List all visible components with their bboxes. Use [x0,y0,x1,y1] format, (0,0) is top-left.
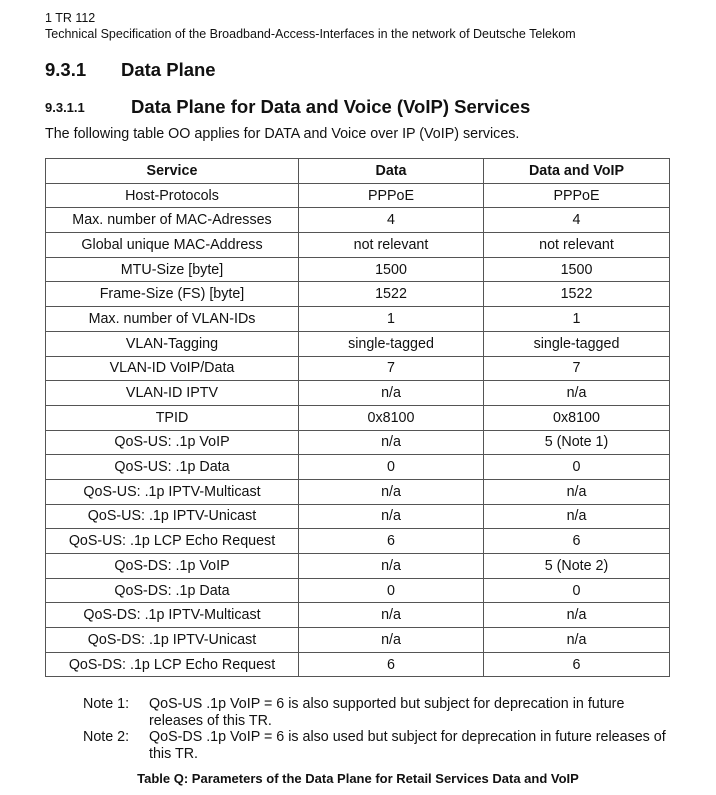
table-row [46,554,670,579]
service-cell: QoS-US: .1p LCP Echo Request [46,529,299,554]
service-cell: Max. number of MAC-Adresses [46,208,299,233]
note-label: Note 2: [83,729,130,745]
service-cell: Global unique MAC-Address [46,233,299,258]
table-row [46,405,670,430]
data-voip-cell: 6 [484,652,670,677]
section-heading [45,58,216,82]
data-cell: 1500 [299,257,484,282]
data-voip-cell: 0x8100 [484,405,670,430]
data-cell: n/a [299,479,484,504]
data-cell: 6 [299,529,484,554]
service-cell: Frame-Size (FS) [byte] [46,282,299,307]
data-voip-cell: PPPoE [484,183,670,208]
subsection-number: 9.3.1.1 [45,100,85,115]
data-cell: 0 [299,455,484,480]
data-cell: not relevant [299,233,484,258]
data-cell: n/a [299,603,484,628]
subsection-heading [45,95,530,120]
parameters-table [45,158,670,677]
service-cell: QoS-DS: .1p IPTV-Unicast [46,628,299,653]
table-row [46,233,670,258]
data-voip-cell: 5 (Note 2) [484,554,670,579]
data-cell: 1 [299,307,484,332]
data-voip-cell: 5 (Note 1) [484,430,670,455]
service-cell: QoS-US: .1p VoIP [46,430,299,455]
data-voip-cell: not relevant [484,233,670,258]
service-cell: QoS-DS: .1p LCP Echo Request [46,652,299,677]
column-header-service: Service [46,159,299,184]
data-cell: 0x8100 [299,405,484,430]
data-voip-cell: n/a [484,479,670,504]
table-row [46,307,670,332]
data-cell: PPPoE [299,183,484,208]
table-row [46,479,670,504]
document-id: 1 TR 112 [45,11,96,25]
table-header-row [46,159,670,184]
data-cell: n/a [299,504,484,529]
data-voip-cell: 7 [484,356,670,381]
column-header-data: Data [299,159,484,184]
note-label: Note 1: [83,696,130,712]
service-cell: TPID [46,405,299,430]
data-voip-cell: n/a [484,603,670,628]
table-caption: Table Q: Parameters of the Data Plane for Retail Services Data and VoIP [137,771,579,786]
data-voip-cell: 1 [484,307,670,332]
section-title: Data Plane [121,59,216,80]
data-cell: single-tagged [299,331,484,356]
service-cell: QoS-US: .1p IPTV-Unicast [46,504,299,529]
column-header-data-voip: Data and VoIP [484,159,670,184]
section-number: 9.3.1 [45,59,87,80]
data-voip-cell: n/a [484,628,670,653]
note-2 [83,729,669,762]
service-cell: QoS-DS: .1p VoIP [46,554,299,579]
service-cell: QoS-US: .1p Data [46,455,299,480]
service-cell: Max. number of VLAN-IDs [46,307,299,332]
table-row [46,529,670,554]
subsection-title: Data Plane for Data and Voice (VoIP) Services [131,96,531,117]
table-row [46,183,670,208]
notes-section [83,696,669,762]
data-voip-cell: 0 [484,455,670,480]
service-cell: MTU-Size [byte] [46,257,299,282]
service-cell: QoS-DS: .1p IPTV-Multicast [46,603,299,628]
note-text: QoS-DS .1p VoIP = 6 is also used but subject for deprecation in future releases of this TR. [149,729,666,762]
data-voip-cell: 1500 [484,257,670,282]
data-voip-cell: n/a [484,381,670,406]
data-voip-cell: 4 [484,208,670,233]
table-row [46,628,670,653]
service-cell: VLAN-ID VoIP/Data [46,356,299,381]
table-row [46,504,670,529]
table-row [46,652,670,677]
table-row [46,381,670,406]
table-row [46,356,670,381]
table-row [46,331,670,356]
note-text: QoS-US .1p VoIP = 6 is also supported but subject for deprecation in future releases of this TR. [149,696,625,729]
service-cell: QoS-US: .1p IPTV-Multicast [46,479,299,504]
intro-paragraph: The following table OO applies for DATA and Voice over IP (VoIP) services. [45,126,520,142]
document-title: Technical Specification of the Broadband-Access-Interfaces in the network of Deutsche Telekom [45,27,576,41]
data-cell: 6 [299,652,484,677]
data-cell: n/a [299,628,484,653]
table-row [46,430,670,455]
table-row [46,603,670,628]
service-cell: QoS-DS: .1p Data [46,578,299,603]
data-cell: n/a [299,430,484,455]
service-cell: Host-Protocols [46,183,299,208]
service-cell: VLAN-ID IPTV [46,381,299,406]
data-cell: 7 [299,356,484,381]
service-cell: VLAN-Tagging [46,331,299,356]
table-row [46,257,670,282]
data-voip-cell: 6 [484,529,670,554]
data-cell: n/a [299,554,484,579]
data-voip-cell: 0 [484,578,670,603]
data-voip-cell: 1522 [484,282,670,307]
data-cell: 1522 [299,282,484,307]
table-row [46,578,670,603]
data-cell: n/a [299,381,484,406]
data-cell: 4 [299,208,484,233]
table-row [46,208,670,233]
table-row [46,282,670,307]
data-cell: 0 [299,578,484,603]
data-voip-cell: n/a [484,504,670,529]
data-voip-cell: single-tagged [484,331,670,356]
table-row [46,455,670,480]
note-1 [83,696,669,729]
